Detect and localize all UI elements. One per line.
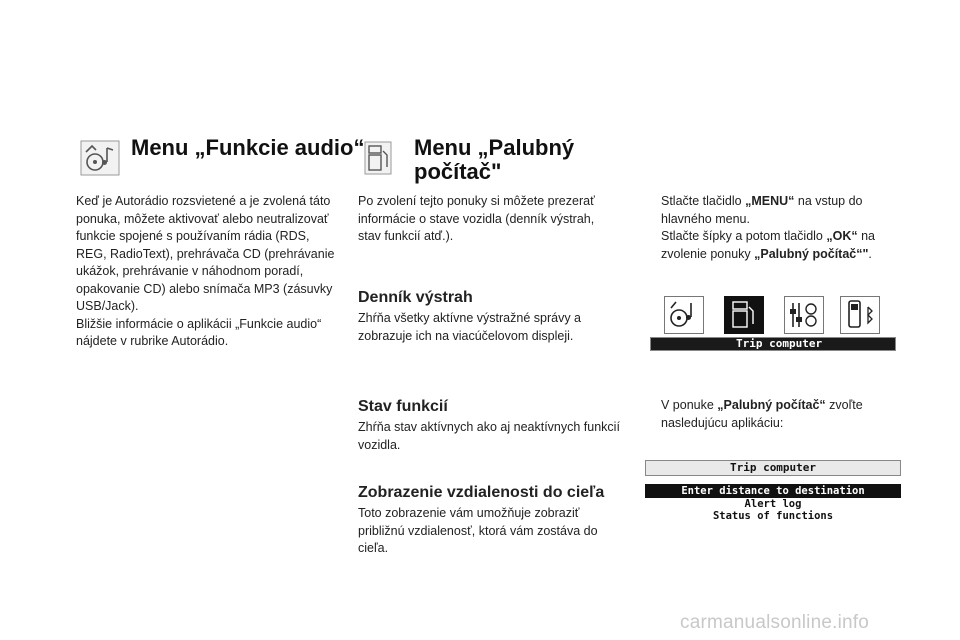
step-1-text: Stlačte tlačidlo „MENU“ na vstup do hlavného menu.: [661, 194, 863, 226]
bullet-icon: [643, 228, 661, 263]
trip-computer-icon: [724, 296, 764, 334]
distance-destination-heading: Zobrazenie vzdialenosti do cieľa: [358, 484, 605, 501]
status-functions-heading: Stav funkcií: [358, 398, 448, 415]
bullet-icon: [643, 193, 661, 228]
display-menu-strip: [650, 296, 896, 354]
menu-item-alert-log[interactable]: Alert log: [744, 498, 802, 510]
step-2: [643, 228, 893, 263]
trip-computer-menu-heading: [414, 136, 574, 184]
audio-menu-body: Keď je Autorádio rozsvietené a je zvolená táto ponuka, môžete aktivovať alebo neutralizovať funkcie spojené s používaním rádia (RDS, REG, RadioText), prehrávača CD (prehrávanie ukážok, prehrávanie v náhodnom poradí, opakovanie CD) alebo snímača MP3 (zásuvky USB/Jack). Bližšie informácie o aplikácii „Funkcie audio“ nájdete v rubrike Autorádio.: [76, 194, 335, 348]
heading-line-1: Menu „Palubný: [414, 135, 575, 160]
menu-item-status-functions[interactable]: Status of functions: [712, 510, 834, 522]
strip-label: Trip computer: [650, 337, 896, 351]
heading-line-2: počítač": [414, 159, 502, 184]
watermark: carmanualsonline.info: [680, 612, 870, 633]
audio-icon: [664, 296, 704, 334]
alert-log-heading: Denník výstrah: [358, 289, 473, 306]
distance-destination-text: Toto zobrazenie vám umožňuje zobraziť približnú vzdialenosť, ktorá vám zostáva do cieľa.: [358, 506, 598, 555]
settings-icon: [784, 296, 824, 334]
trip-computer-menu: [645, 460, 901, 522]
alert-log-text: Zhŕňa všetky aktívne výstražné správy a zobrazuje ich na viacúčelovom displeji.: [358, 311, 582, 343]
menu-title: Trip computer: [645, 460, 901, 476]
step-list: [643, 193, 893, 263]
step-3: [643, 397, 893, 432]
step-1: [643, 193, 893, 228]
trip-computer-intro: Po zvolení tejto ponuky si môžete prezerať informácie o stave vozidla (denník výstrah, stav funkcií atď.).: [358, 194, 595, 243]
audio-functions-icon: [80, 140, 120, 176]
trip-computer-icon: [364, 141, 392, 175]
step-3-text: V ponuke „Palubný počítač“ zvoľte nasledujúcu aplikáciu:: [661, 398, 863, 430]
bullet-icon: [643, 397, 661, 432]
step-2-text: Stlačte šípky a potom tlačidlo „OK“ na zvolenie ponuky „Palubný počítač“".: [661, 229, 875, 261]
status-functions-text: Zhŕňa stav aktívnych ako aj neaktívnych funkcií vozidla.: [358, 420, 620, 452]
audio-menu-heading: Menu „Funkcie audio“: [131, 135, 365, 160]
phone-bluetooth-icon: [840, 296, 880, 334]
menu-item-enter-distance[interactable]: Enter distance to destination: [645, 484, 901, 498]
